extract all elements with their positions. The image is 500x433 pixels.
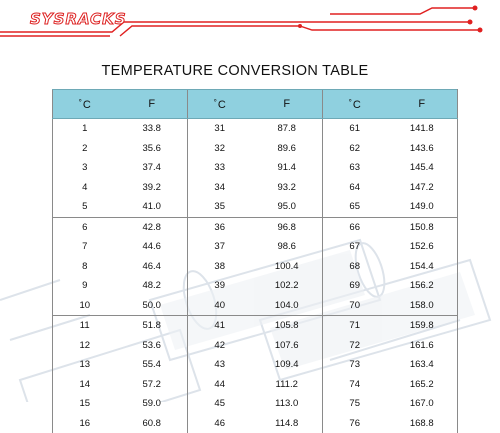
fahrenheit-cell: 159.8: [386, 316, 457, 336]
fahrenheit-cell: 35.6: [116, 139, 187, 159]
fahrenheit-cell: 150.8: [386, 217, 457, 237]
table-row: [53, 336, 458, 356]
celsius-cell: 10: [53, 296, 117, 316]
fahrenheit-cell: 44.6: [116, 237, 187, 257]
celsius-cell: 37: [187, 237, 251, 257]
temperature-conversion-table: [52, 89, 458, 433]
celsius-cell: 43: [187, 355, 251, 375]
fahrenheit-cell: 95.0: [251, 197, 322, 217]
fahrenheit-cell: 167.0: [386, 394, 457, 414]
fahrenheit-cell: 161.6: [386, 336, 457, 356]
fahrenheit-cell: 149.0: [386, 197, 457, 217]
col-header-fahrenheit: F: [251, 90, 322, 119]
celsius-cell: 8: [53, 257, 117, 277]
fahrenheit-cell: 113.0: [251, 394, 322, 414]
celsius-cell: 3: [53, 158, 117, 178]
fahrenheit-cell: 145.4: [386, 158, 457, 178]
celsius-cell: 65: [322, 197, 386, 217]
celsius-cell: 40: [187, 296, 251, 316]
celsius-cell: 62: [322, 139, 386, 159]
celsius-cell: 6: [53, 217, 117, 237]
table-row: [53, 296, 458, 316]
table-row: [53, 316, 458, 336]
celsius-cell: 32: [187, 139, 251, 159]
fahrenheit-cell: 42.8: [116, 217, 187, 237]
fahrenheit-cell: 104.0: [251, 296, 322, 316]
celsius-cell: 39: [187, 276, 251, 296]
celsius-cell: 67: [322, 237, 386, 257]
fahrenheit-cell: 60.8: [116, 414, 187, 433]
fahrenheit-cell: 105.8: [251, 316, 322, 336]
celsius-cell: 64: [322, 178, 386, 198]
celsius-cell: 41: [187, 316, 251, 336]
table-row: [53, 119, 458, 139]
celsius-cell: 38: [187, 257, 251, 277]
table-row: [53, 257, 458, 277]
celsius-cell: 61: [322, 119, 386, 139]
fahrenheit-cell: 48.2: [116, 276, 187, 296]
fahrenheit-cell: 51.8: [116, 316, 187, 336]
fahrenheit-cell: 141.8: [386, 119, 457, 139]
fahrenheit-cell: 168.8: [386, 414, 457, 433]
celsius-cell: 11: [53, 316, 117, 336]
celsius-cell: 15: [53, 394, 117, 414]
celsius-cell: 73: [322, 355, 386, 375]
fahrenheit-cell: 91.4: [251, 158, 322, 178]
celsius-cell: 46: [187, 414, 251, 433]
col-header-fahrenheit: F: [386, 90, 457, 119]
celsius-cell: 16: [53, 414, 117, 433]
fahrenheit-cell: 100.4: [251, 257, 322, 277]
fahrenheit-cell: 55.4: [116, 355, 187, 375]
table-row: [53, 178, 458, 198]
celsius-cell: 2: [53, 139, 117, 159]
fahrenheit-cell: 50.0: [116, 296, 187, 316]
fahrenheit-cell: 102.2: [251, 276, 322, 296]
header-banner: [0, 0, 500, 46]
sysracks-logo: SYSRACKS: [30, 10, 127, 28]
fahrenheit-cell: 163.4: [386, 355, 457, 375]
table-row: [53, 414, 458, 433]
celsius-cell: 44: [187, 375, 251, 395]
fahrenheit-cell: 53.6: [116, 336, 187, 356]
fahrenheit-cell: 111.2: [251, 375, 322, 395]
celsius-cell: 69: [322, 276, 386, 296]
fahrenheit-cell: 158.0: [386, 296, 457, 316]
celsius-cell: 31: [187, 119, 251, 139]
fahrenheit-cell: 165.2: [386, 375, 457, 395]
celsius-cell: 4: [53, 178, 117, 198]
fahrenheit-cell: 57.2: [116, 375, 187, 395]
celsius-cell: 72: [322, 336, 386, 356]
celsius-cell: 75: [322, 394, 386, 414]
table-row: [53, 158, 458, 178]
celsius-cell: 71: [322, 316, 386, 336]
col-header-celsius: °C: [322, 90, 386, 119]
fahrenheit-cell: 156.2: [386, 276, 457, 296]
col-header-celsius: °C: [53, 90, 117, 119]
table-row: [53, 139, 458, 159]
page-title: TEMPERATURE CONVERSION TABLE: [0, 63, 470, 79]
celsius-cell: 9: [53, 276, 117, 296]
fahrenheit-cell: 46.4: [116, 257, 187, 277]
fahrenheit-cell: 143.6: [386, 139, 457, 159]
celsius-cell: 1: [53, 119, 117, 139]
celsius-cell: 66: [322, 217, 386, 237]
fahrenheit-cell: 59.0: [116, 394, 187, 414]
celsius-cell: 70: [322, 296, 386, 316]
table-row: [53, 237, 458, 257]
celsius-cell: 7: [53, 237, 117, 257]
fahrenheit-cell: 93.2: [251, 178, 322, 198]
fahrenheit-cell: 154.4: [386, 257, 457, 277]
table-row: [53, 276, 458, 296]
fahrenheit-cell: 37.4: [116, 158, 187, 178]
fahrenheit-cell: 96.8: [251, 217, 322, 237]
fahrenheit-cell: 33.8: [116, 119, 187, 139]
celsius-cell: 74: [322, 375, 386, 395]
fahrenheit-cell: 39.2: [116, 178, 187, 198]
celsius-cell: 42: [187, 336, 251, 356]
fahrenheit-cell: 41.0: [116, 197, 187, 217]
celsius-cell: 36: [187, 217, 251, 237]
celsius-cell: 5: [53, 197, 117, 217]
celsius-cell: 34: [187, 178, 251, 198]
celsius-cell: 63: [322, 158, 386, 178]
celsius-cell: 14: [53, 375, 117, 395]
fahrenheit-cell: 89.6: [251, 139, 322, 159]
col-header-fahrenheit: F: [116, 90, 187, 119]
table-header-row: [53, 90, 458, 119]
table-row: [53, 217, 458, 237]
celsius-cell: 76: [322, 414, 386, 433]
fahrenheit-cell: 109.4: [251, 355, 322, 375]
fahrenheit-cell: 87.8: [251, 119, 322, 139]
celsius-cell: 33: [187, 158, 251, 178]
celsius-cell: 13: [53, 355, 117, 375]
fahrenheit-cell: 147.2: [386, 178, 457, 198]
table-row: [53, 375, 458, 395]
fahrenheit-cell: 114.8: [251, 414, 322, 433]
table-row: [53, 355, 458, 375]
col-header-celsius: °C: [187, 90, 251, 119]
fahrenheit-cell: 152.6: [386, 237, 457, 257]
celsius-cell: 12: [53, 336, 117, 356]
fahrenheit-cell: 107.6: [251, 336, 322, 356]
table-row: [53, 394, 458, 414]
table-row: [53, 197, 458, 217]
celsius-cell: 68: [322, 257, 386, 277]
celsius-cell: 45: [187, 394, 251, 414]
celsius-cell: 35: [187, 197, 251, 217]
fahrenheit-cell: 98.6: [251, 237, 322, 257]
